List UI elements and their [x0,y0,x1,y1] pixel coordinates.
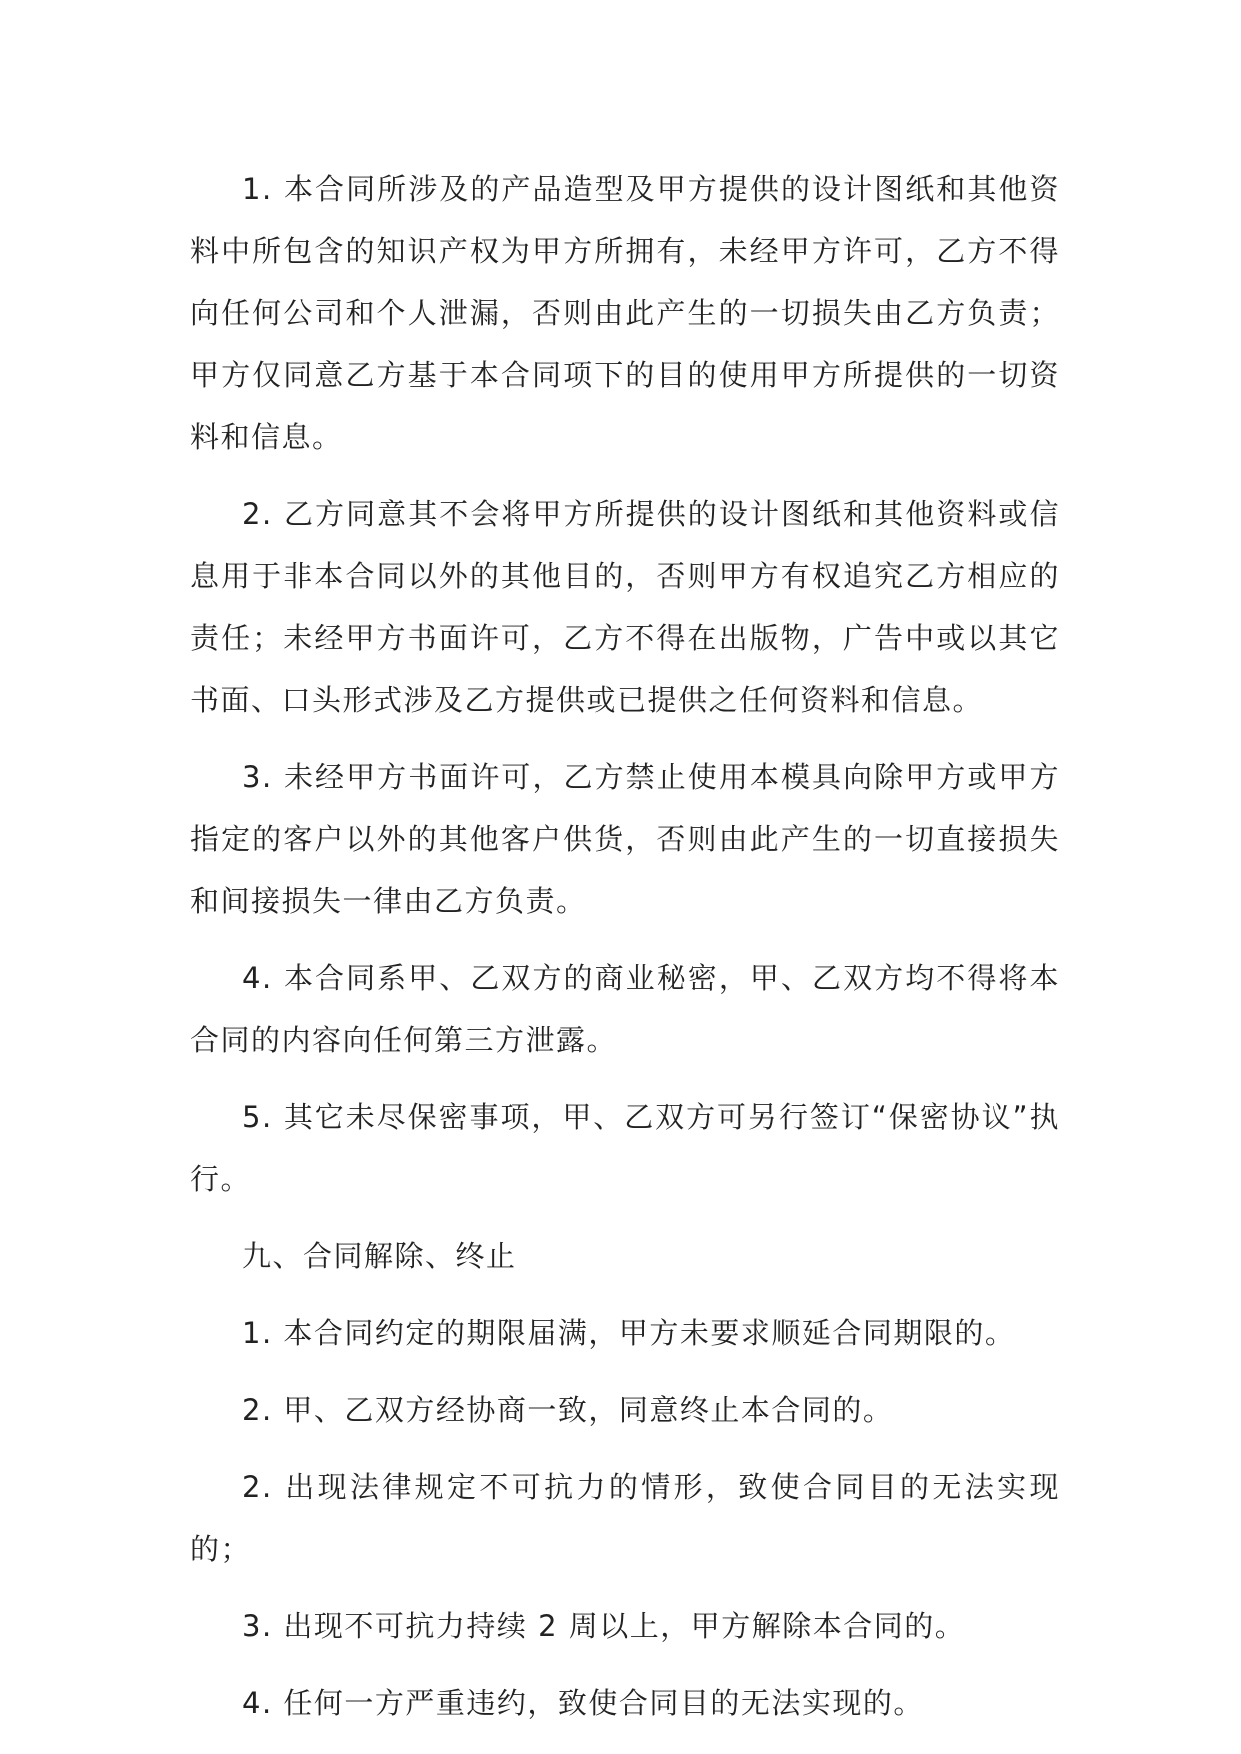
clause-paragraph: 1. 本合同所涉及的产品造型及甲方提供的设计图纸和其他资料中所包含的知识产权为甲方所拥有，未经甲方许可，乙方不得向任何公司和个人泄漏，否则由此产生的一切损失由乙方负责；甲方仅同意乙方基于本合同项下的目的使用甲方所提供的一切资料和信息。 [190,172,1060,454]
clause-paragraph: 3. 出现不可抗力持续 2 周以上，甲方解除本合同的。 [242,1609,966,1643]
clause-paragraph: 2. 乙方同意其不会将甲方所提供的设计图纸和其他资料或信息用于非本合同以外的其他目的，否则甲方有权追究乙方相应的责任；未经甲方书面许可，乙方不得在出版物，广告中或以其它书面、口头形式涉及乙方提供或已提供之任何资料和信息。 [190,497,1060,717]
section-heading: 九、合同解除、终止 [242,1239,517,1273]
clause-paragraph: 5. 其它未尽保密事项，甲、乙双方可另行签订“保密协议”执行。 [190,1100,1060,1196]
clause-paragraph: 1. 本合同约定的期限届满，甲方未要求顺延合同期限的。 [242,1316,1016,1350]
clause-paragraph: 3. 未经甲方书面许可，乙方禁止使用本模具向除甲方或甲方指定的客户以外的其他客户供货，否则由此产生的一切直接损失和间接损失一律由乙方负责。 [190,760,1060,918]
clause-paragraph: 2. 出现法律规定不可抗力的情形，致使合同目的无法实现的； [190,1470,1060,1566]
document-body [190,158,1060,1734]
clause-paragraph: 4. 本合同系甲、乙双方的商业秘密，甲、乙双方均不得将本合同的内容向任何第三方泄露。 [190,961,1060,1057]
clause-paragraph: 2. 甲、乙双方经协商一致，同意终止本合同的。 [242,1393,894,1427]
clause-paragraph: 4. 任何一方严重违约，致使合同目的无法实现的。 [242,1686,924,1720]
